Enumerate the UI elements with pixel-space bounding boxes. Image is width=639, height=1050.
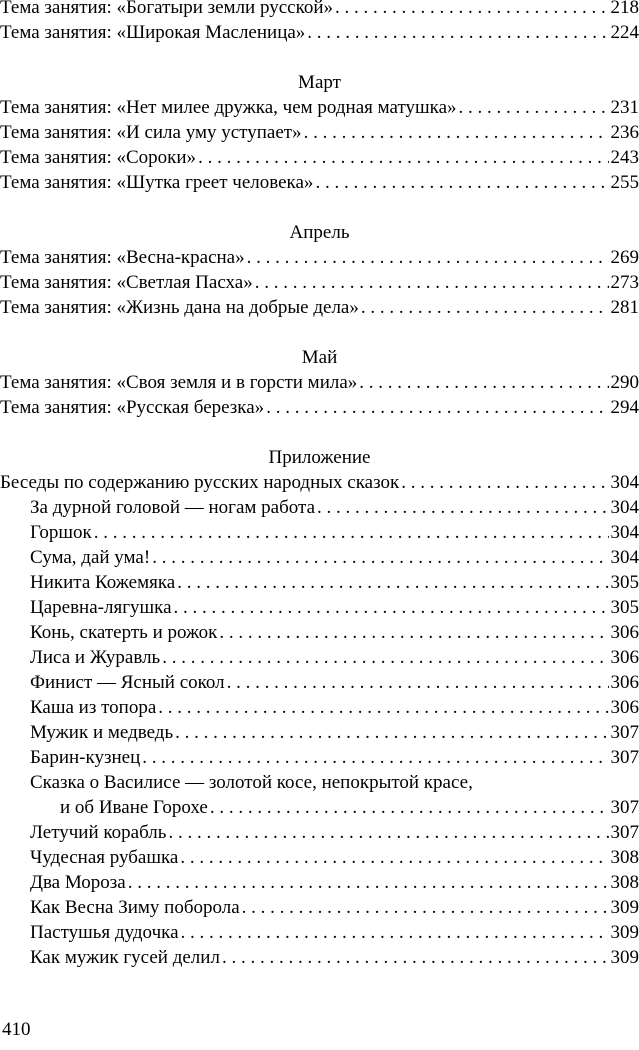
leader-dots (177, 570, 608, 595)
toc-section-march (0, 70, 639, 195)
toc-subentry[interactable] (0, 520, 639, 545)
leader-dots (317, 495, 609, 520)
toc-subentry[interactable] (0, 695, 639, 720)
entry-title: Тема занятия: «Широкая Масленица» (0, 22, 306, 43)
toc-entry[interactable] (0, 120, 639, 145)
toc-subentry[interactable] (0, 595, 639, 620)
entry-title: Беседы по содержанию русских народных сказок (0, 472, 400, 493)
entry-title: Барин-кузнец (30, 747, 141, 768)
entry-title: Сума, дай ума! (30, 547, 151, 568)
entry-title: Пастушья дудочка (30, 922, 179, 943)
leader-dots (198, 145, 608, 170)
entry-page: 304 (610, 547, 639, 568)
leader-dots (158, 695, 608, 720)
page-number: 410 (2, 1019, 31, 1040)
leader-dots (152, 545, 608, 570)
leader-dots (94, 520, 609, 545)
entry-title: Тема занятия: «Богатыри земли русской» (0, 0, 334, 18)
toc-subentry[interactable] (0, 495, 639, 520)
entry-page: 307 (610, 747, 639, 768)
toc-subentry[interactable] (0, 620, 639, 645)
leader-dots (162, 645, 608, 670)
entry-page: 307 (610, 722, 639, 743)
entry-page: 306 (610, 647, 639, 668)
entry-title: Тема занятия: «Русская березка» (0, 397, 265, 418)
toc-subentry-wrapped-line[interactable]: Сказка о Василисе — золотой косе, непокрытой красе, (30, 772, 473, 793)
entry-page: 308 (610, 847, 639, 868)
toc-subentry[interactable] (0, 645, 639, 670)
leader-dots (242, 895, 609, 920)
entry-title: Финист — Ясный сокол (30, 672, 225, 693)
section-heading: Приложение (268, 447, 371, 468)
entry-title: Горшок (30, 522, 92, 543)
entry-page: 304 (610, 497, 639, 518)
entry-page: 294 (610, 397, 639, 418)
entry-title: Чудесная рубашка (30, 847, 179, 868)
entry-page: 304 (610, 522, 639, 543)
toc-section-may (0, 345, 639, 420)
entry-page: 273 (610, 272, 639, 293)
entry-title: За дурной головой — ногам работа (30, 497, 315, 518)
leader-dots (227, 670, 609, 695)
toc-entry[interactable] (0, 20, 639, 45)
entry-page: 305 (610, 597, 639, 618)
leader-dots (219, 620, 608, 645)
entry-title: Тема занятия: «Своя земля и в горсти мила» (0, 372, 358, 393)
toc-subentry[interactable] (0, 545, 639, 570)
entry-title: Лиса и Журавль (30, 647, 161, 668)
leader-dots (459, 95, 609, 120)
entry-page: 309 (610, 922, 639, 943)
leader-dots (307, 20, 608, 45)
entry-title: Два Мороза (30, 872, 126, 893)
leader-dots (361, 295, 609, 320)
entry-page: 243 (610, 147, 639, 168)
entry-page: 307 (610, 797, 639, 818)
entry-page: 308 (610, 872, 639, 893)
section-heading: Май (301, 347, 338, 368)
toc-subentry[interactable] (0, 670, 639, 695)
leader-dots (401, 470, 608, 495)
toc-subentry[interactable] (0, 845, 639, 870)
toc-entry[interactable] (0, 370, 639, 395)
entry-page: 307 (610, 822, 639, 843)
entry-page: 269 (610, 247, 639, 268)
leader-dots (247, 245, 609, 270)
toc-section-continued (0, 0, 639, 45)
leader-dots (210, 795, 609, 820)
entry-title: Тема занятия: «Шутка греет человека» (0, 172, 314, 193)
entry-page: 309 (610, 897, 639, 918)
entry-title: Мужик и медведь (30, 722, 174, 743)
leader-dots (168, 820, 608, 845)
leader-dots (222, 945, 609, 970)
leader-dots (315, 170, 608, 195)
toc-entry[interactable] (0, 170, 639, 195)
entry-page: 255 (610, 172, 639, 193)
toc-entry[interactable] (0, 395, 639, 420)
leader-dots (335, 0, 608, 20)
entry-title: Конь, скатерть и рожок (30, 622, 218, 643)
toc-entry[interactable] (0, 145, 639, 170)
toc-section-april (0, 220, 639, 320)
toc-entry[interactable] (0, 245, 639, 270)
toc-subentry[interactable] (0, 945, 639, 970)
entry-page: 309 (610, 947, 639, 968)
leader-dots (255, 270, 609, 295)
entry-page: 236 (610, 122, 639, 143)
entry-page: 306 (610, 622, 639, 643)
entry-title: Тема занятия: «Весна-красна» (0, 247, 245, 268)
entry-page: 306 (610, 697, 639, 718)
toc-subentry[interactable] (0, 895, 639, 920)
entry-page: 304 (610, 472, 639, 493)
toc-subentry[interactable] (0, 820, 639, 845)
leader-dots (128, 870, 609, 895)
leader-dots (266, 395, 608, 420)
toc-subentry[interactable] (0, 920, 639, 945)
leader-dots (174, 595, 609, 620)
section-heading: Март (298, 72, 341, 93)
entry-title: Тема занятия: «Жизнь дана на добрые дела» (0, 297, 359, 318)
entry-page: 231 (610, 97, 639, 118)
entry-title: Тема занятия: «И сила уму уступает» (0, 122, 302, 143)
leader-dots (175, 720, 608, 745)
toc-subentry[interactable] (0, 745, 639, 770)
entry-title: Летучий корабль (30, 822, 167, 843)
entry-page: 305 (610, 572, 639, 593)
entry-page: 281 (610, 297, 639, 318)
entry-title: Тема занятия: «Нет милее дружка, чем родная матушка» (0, 97, 457, 118)
toc-subentry[interactable] (0, 720, 639, 745)
leader-dots (181, 920, 609, 945)
entry-title: Как мужик гусей делил (30, 947, 220, 968)
entry-title: Никита Кожемяка (30, 572, 176, 593)
entry-page: 290 (610, 372, 639, 393)
entry-title: Тема занятия: «Светлая Пасха» (0, 272, 253, 293)
section-heading: Апрель (289, 222, 350, 243)
entry-title: и об Иване Горохе (60, 797, 208, 818)
toc-entry[interactable] (0, 470, 639, 495)
entry-title: Царевна-лягушка (30, 597, 172, 618)
toc-subentry[interactable] (0, 795, 639, 820)
entry-page: 224 (610, 22, 639, 43)
leader-dots (359, 370, 608, 395)
toc-entry[interactable] (0, 270, 639, 295)
toc-entry[interactable] (0, 0, 639, 20)
toc-subentry[interactable] (0, 870, 639, 895)
toc-entry[interactable] (0, 95, 639, 120)
leader-dots (180, 845, 608, 870)
toc-section-appendix (0, 445, 639, 970)
entry-title: Тема занятия: «Сороки» (0, 147, 197, 168)
entry-title: Каша из топора (30, 697, 157, 718)
toc-entry[interactable] (0, 295, 639, 320)
entry-page: 306 (610, 672, 639, 693)
toc-subentry[interactable] (0, 570, 639, 595)
leader-dots (142, 745, 608, 770)
entry-title: Как Весна Зиму поборола (30, 897, 240, 918)
leader-dots (304, 120, 609, 145)
entry-page: 218 (610, 0, 639, 18)
